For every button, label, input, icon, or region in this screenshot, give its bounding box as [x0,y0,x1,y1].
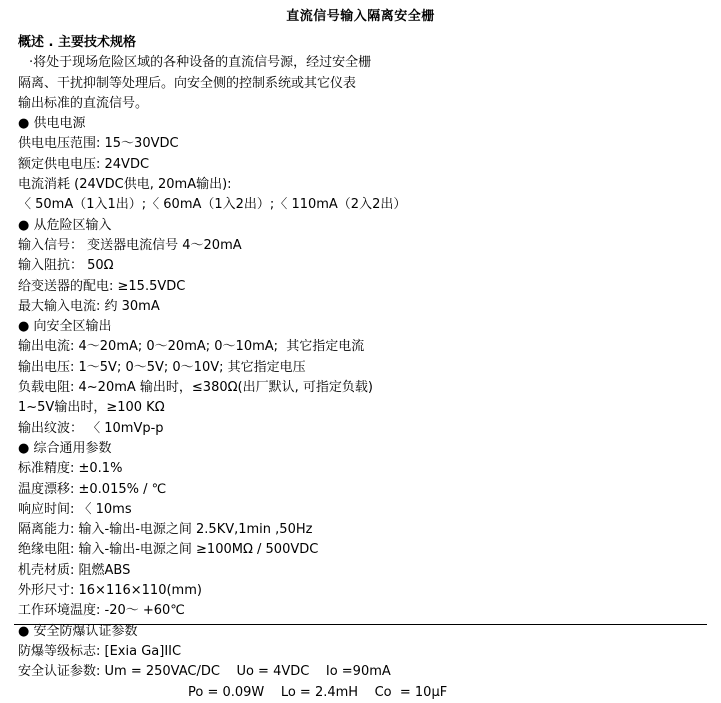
spec-line: 输出电流: 4～20mA; 0～20mA; 0～10mA; 其它指定电流 [18,339,365,355]
section-heading: 概述 . 主要技术规格 [18,35,136,50]
spec-line: 外形尺寸: 16×116×110(mm) [18,583,202,599]
spec-line: 响应时间: 〈 10ms [18,501,132,517]
page-title: 直流信号输入隔离安全栅 [286,9,435,24]
spec-line: 供电电压范围: 15～30VDC [18,136,179,152]
spec-line: 输出纹波： 〈 10mVp-p [18,420,164,436]
spec-line: 输出电压: 1～5V; 0～5V; 0～10V; 其它指定电压 [18,359,306,375]
spec-line: 标准精度: ±0.1% [18,461,123,477]
spec-group-heading: ● 供电电源 [18,116,86,132]
spec-line: ·将处于现场危险区域的各种设备的直流信号源，经过安全栅 [29,55,372,71]
spec-line: 输入信号： 变送器电流信号 4～20mA [18,237,242,253]
spec-line: 机壳材质: 阻燃ABS [18,562,131,578]
spec-line: 电流消耗 (24VDC供电, 20mA输出): [18,177,232,193]
spec-line: 给变送器的配电: ≥15.5VDC [18,278,186,294]
spec-line: 最大输入电流: 约 30mA [18,298,160,314]
spec-line: 安全认证参数: Um = 250VAC/DC Uo = 4VDC Io =90mA [18,664,391,680]
spec-line: 温度漂移: ±0.015% / ℃ [18,481,167,497]
footer-divider [14,624,707,625]
spec-line: 工作环境温度: -20～ +60℃ [18,603,185,619]
spec-line: 隔离、干扰抑制等处理后。向安全侧的控制系统或其它仪表 [18,75,357,91]
spec-group-heading: ● 安全防爆认证参数 [18,623,138,639]
spec-line: Po = 0.09W Lo = 2.4mH Co = 10μF [188,684,448,700]
spec-group-heading: ● 综合通用参数 [18,440,112,456]
spec-line: 绝缘电阻: 输入-输出-电源之间 ≥100MΩ / 500VDC [18,542,319,558]
spec-group-heading: ● 从危险区输入 [18,217,112,233]
spec-line: 额定供电电压: 24VDC [18,156,150,172]
spec-line: 防爆等级标志: [Exia Ga]IIC [18,643,182,659]
spec-line: 输入阻抗： 50Ω [18,258,114,274]
spec-line: 输出标准的直流信号。 [18,95,149,111]
spec-line: 〈 50mA（1入1出）;〈 60mA（1入2出）;〈 110mA（2入2出） [18,197,407,213]
spec-line: 1~5V输出时，≥100 KΩ [18,400,165,416]
document-body [0,24,721,703]
spec-group-heading: ● 向安全区输出 [18,319,112,335]
spec-line: 负载电阻: 4~20mA 输出时，≤380Ω(出厂默认, 可指定负载) [18,380,373,396]
spec-line: 隔离能力: 输入-输出-电源之间 2.5KV,1min ,50Hz [18,522,313,538]
